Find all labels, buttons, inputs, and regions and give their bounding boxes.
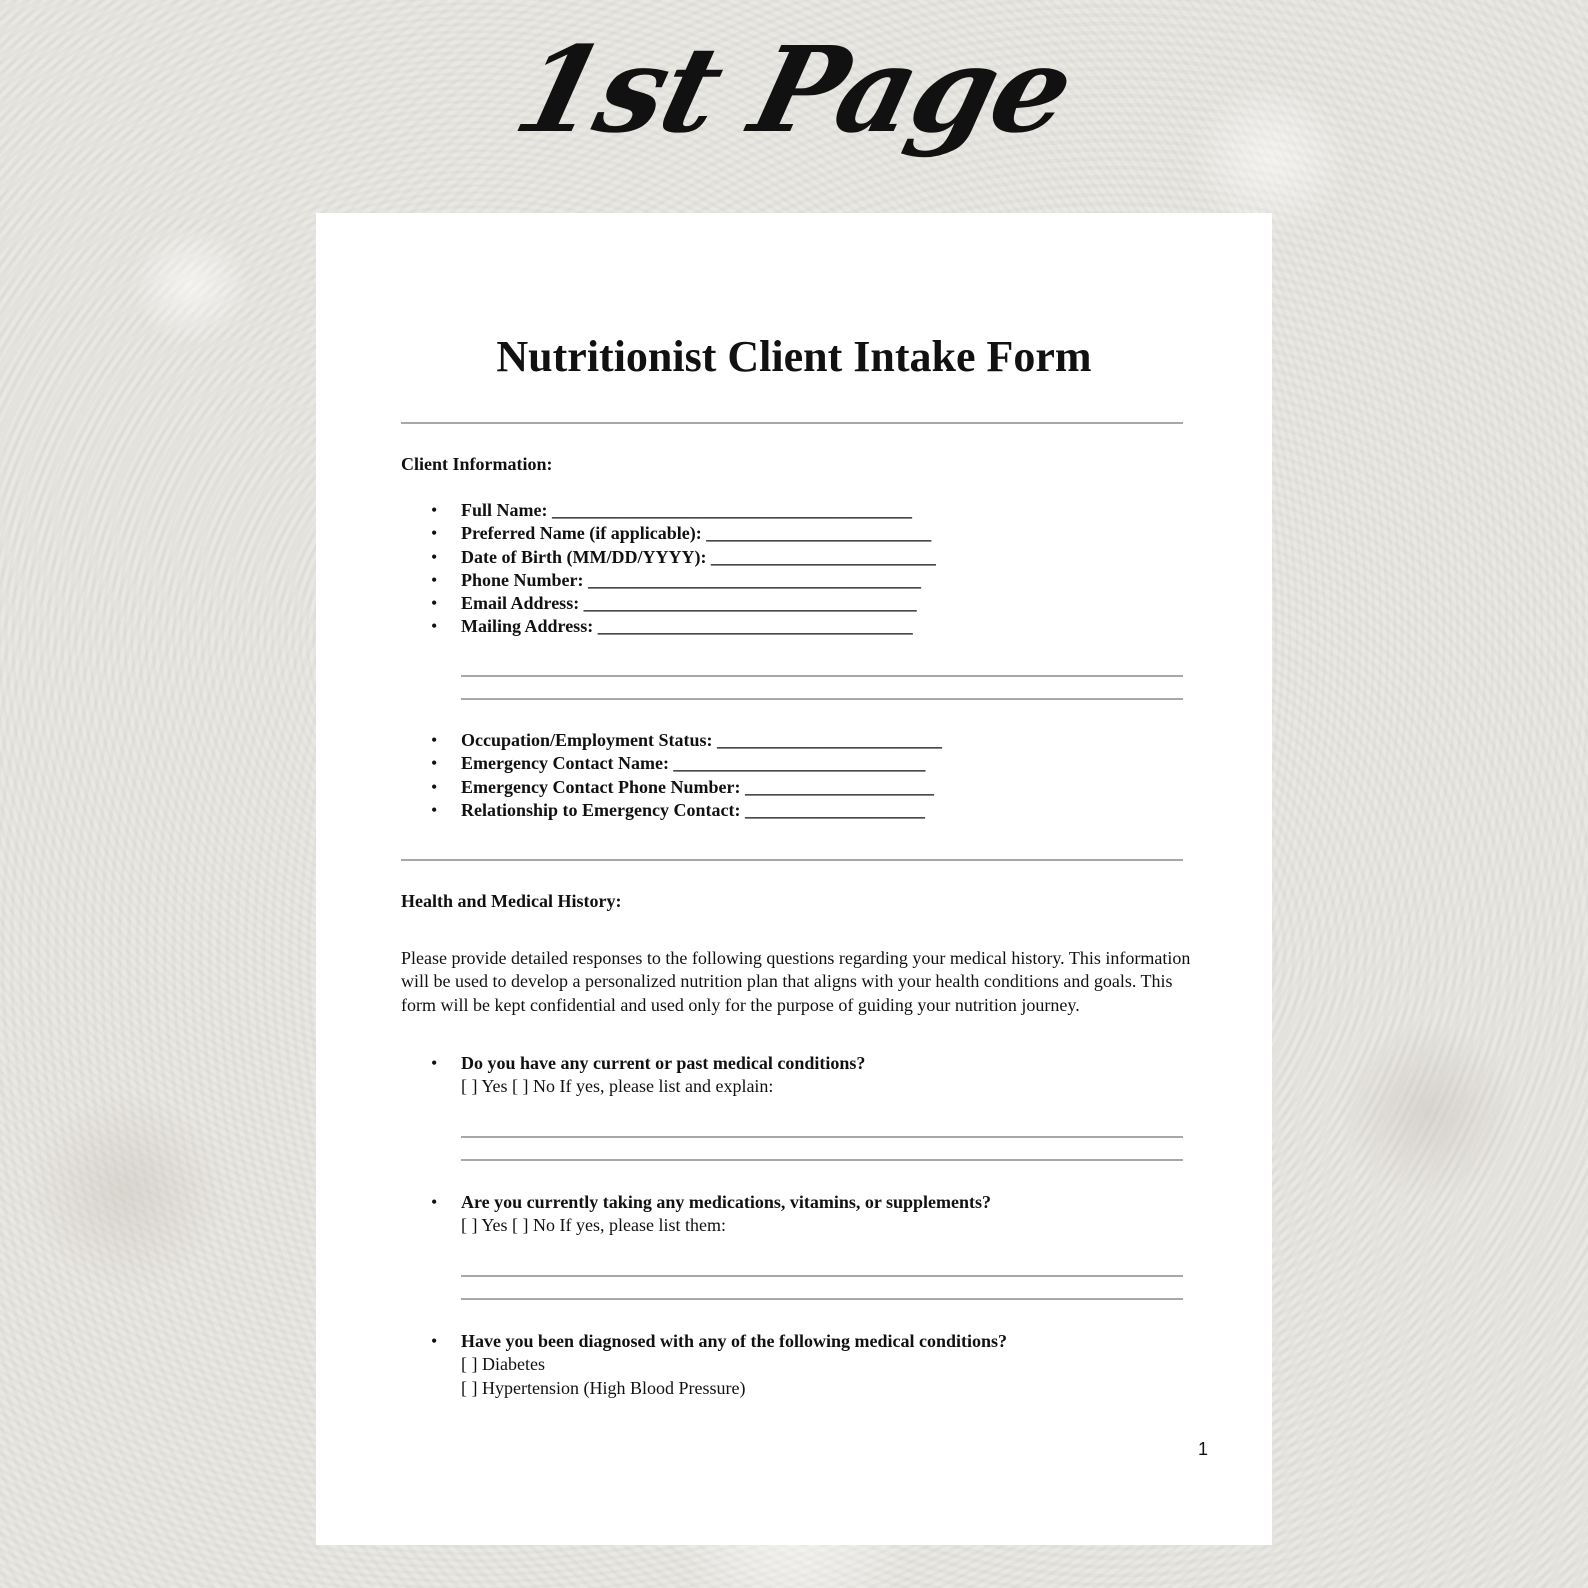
page-number: 1 xyxy=(1197,1439,1208,1459)
bullet: • xyxy=(431,1053,438,1073)
question-text: Have you been diagnosed with any of the following medical conditions? xyxy=(461,1331,1008,1351)
emergency-relationship-field[interactable]: • Relationship to Emergency Contact: ____________________ xyxy=(401,799,1201,822)
phone-number-field[interactable]: • Phone Number: _____________________________________ xyxy=(401,569,1201,592)
emergency-contact-name-field[interactable]: • Emergency Contact Name: ____________________________ xyxy=(401,752,1201,775)
question-text: Do you have any current or past medical conditions? xyxy=(461,1053,866,1073)
email-address-field[interactable]: • Email Address: _____________________________________ xyxy=(401,592,1201,615)
hypertension-checkbox[interactable]: [ ] Hypertension (High Blood Pressure) xyxy=(461,1377,746,1398)
answer-line-1[interactable] xyxy=(461,1136,1183,1138)
emergency-contact-phone-field[interactable]: • Emergency Contact Phone Number: _____________________ xyxy=(401,776,1201,799)
preferred-name-field[interactable]: • Preferred Name (if applicable): _________________________ xyxy=(401,522,1201,545)
date-of-birth-field[interactable]: • Date of Birth (MM/DD/YYYY): _________________________ xyxy=(401,546,1201,569)
question-diagnosed-conditions xyxy=(401,1330,1201,1400)
mailing-address-line-1[interactable] xyxy=(461,675,1183,677)
client-info-heading: Client Information: xyxy=(401,454,553,474)
yes-no-checkboxes[interactable]: [ ] Yes [ ] No If yes, please list them: xyxy=(461,1215,726,1236)
yes-no-checkboxes[interactable]: [ ] Yes [ ] No If yes, please list and explain: xyxy=(461,1076,774,1097)
client-fields-list xyxy=(401,499,1201,639)
bullet: • xyxy=(431,1192,438,1212)
answer-line-2[interactable] xyxy=(461,1159,1183,1161)
answer-line-2[interactable] xyxy=(461,1298,1183,1300)
section-divider xyxy=(401,422,1183,424)
page-label-heading: 1st Page xyxy=(502,20,1086,159)
health-history-intro: Please provide detailed responses to the following questions regarding your medical history. This information will be used to develop a personalized nutrition plan that aligns with your health conditions and goals. This form will be kept confidential and used only for the purpose of guiding your nutrition journey. xyxy=(401,948,1191,1015)
question-text: Are you currently taking any medications, vitamins, or supplements? xyxy=(461,1192,992,1212)
bullet: • xyxy=(431,1331,438,1351)
section-divider xyxy=(401,859,1183,861)
mailing-address-line-2[interactable] xyxy=(461,698,1183,700)
answer-line-1[interactable] xyxy=(461,1275,1183,1277)
question-medications xyxy=(401,1191,1201,1238)
form-title: Nutritionist Client Intake Form xyxy=(496,332,1092,381)
occupation-field[interactable]: • Occupation/Employment Status: _________________________ xyxy=(401,729,1201,752)
full-name-field[interactable]: • Full Name: ________________________________________ xyxy=(401,499,1201,522)
mailing-address-field[interactable]: • Mailing Address: ___________________________________ xyxy=(401,615,1201,638)
form-sheet xyxy=(316,213,1272,1545)
emergency-fields-list xyxy=(401,729,1201,822)
health-history-heading: Health and Medical History: xyxy=(401,891,622,911)
diabetes-checkbox[interactable]: [ ] Diabetes xyxy=(461,1354,545,1375)
question-medical-conditions xyxy=(401,1052,1201,1099)
